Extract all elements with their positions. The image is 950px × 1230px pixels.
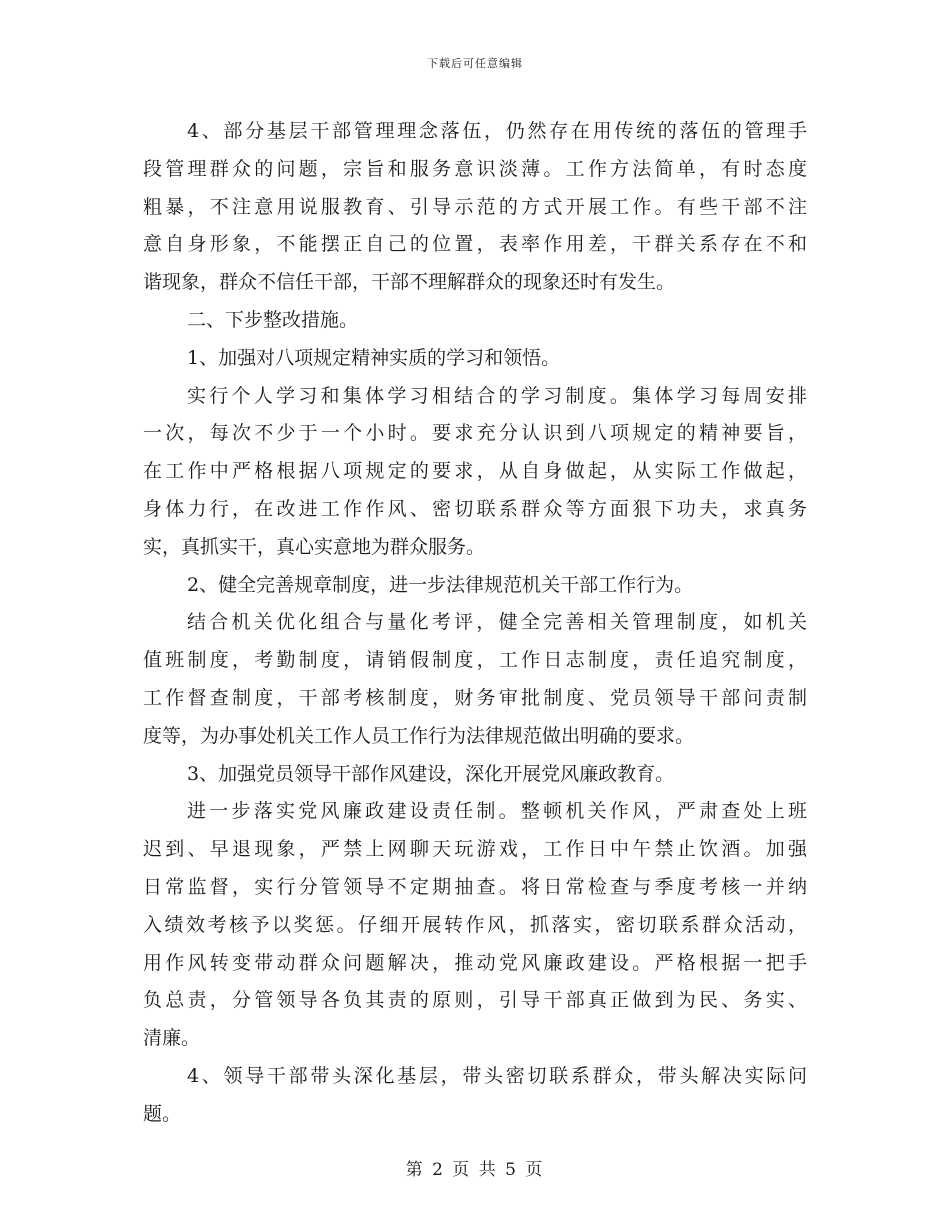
text-line: 谐现象，群众不信任干部，干部不理解群众的现象还时有发生。 bbox=[143, 271, 676, 294]
text-line: 4、部分基层干部管理理念落伍，仍然存在用传统的落伍的管理手 bbox=[187, 120, 807, 142]
page-footer: 第 2 页 共 5 页 bbox=[405, 1160, 545, 1180]
text-line: 3、加强党员领导干部作风建设，深化开展党风廉政教育。 bbox=[187, 762, 675, 785]
text-line: 负总责，分管领导各负其责的原则，引导干部真正做到为民、务实、 bbox=[143, 989, 807, 1012]
text-line: 2、健全完善规章制度，进一步法律规范机关干部工作行为。 bbox=[187, 573, 694, 596]
text-line: 工作督查制度，干部考核制度，财务审批制度、党员领导干部问责制 bbox=[143, 686, 807, 709]
text-line: 日常监督，实行分管领导不定期抽查。将日常检查与季度考核一并纳 bbox=[143, 875, 807, 898]
text-line: 进一步落实党风廉政建设责任制。整顿机关作风，严肃查处上班 bbox=[187, 800, 807, 823]
text-line: 粗暴，不注意用说服教育、引导示范的方式开展工作。有些干部不注 bbox=[143, 195, 807, 218]
text-line: 清廉。 bbox=[143, 1027, 201, 1050]
text-line: 1、加强对八项规定精神实质的学习和领悟。 bbox=[187, 346, 561, 369]
text-line: 实，真抓实干，真心实意地为群众服务。 bbox=[143, 535, 486, 558]
text-line: 入绩效考核予以奖惩。仔细开展转作风，抓落实，密切联系群众活动， bbox=[143, 913, 807, 936]
text-line: 实行个人学习和集体学习相结合的学习制度。集体学习每周安排 bbox=[187, 384, 807, 407]
text-line: 度等，为办事处机关工作人员工作行为法律规范做出明确的要求。 bbox=[143, 724, 695, 747]
text-line: 用作风转变带动群众问题解决，推动党风廉政建设。严格根据一把手 bbox=[143, 951, 807, 974]
page-header: 下载后可任意编辑 bbox=[427, 57, 523, 70]
text-line: 段管理群众的问题，宗旨和服务意识淡薄。工作方法简单，有时态度 bbox=[143, 157, 807, 180]
text-line: 值班制度，考勤制度，请销假制度，工作日志制度，责任追究制度， bbox=[143, 649, 807, 672]
text-line: 一次，每次不少于一个小时。要求充分认识到八项规定的精神要旨， bbox=[143, 422, 807, 445]
text-line: 题。 bbox=[143, 1102, 182, 1125]
text-line: 4、领导干部带头深化基层，带头密切联系群众，带头解决实际问 bbox=[187, 1064, 807, 1087]
text-line: 在工作中严格根据八项规定的要求，从自身做起，从实际工作做起， bbox=[143, 460, 807, 483]
text-line: 迟到、早退现象，严禁上网聊天玩游戏，工作日中午禁止饮酒。加强 bbox=[143, 838, 807, 861]
document-body bbox=[143, 113, 807, 1134]
text-line: 二、下步整改措施。 bbox=[187, 308, 359, 331]
text-line: 结合机关优化组合与量化考评，健全完善相关管理制度，如机关 bbox=[187, 611, 807, 634]
text-line: 身体力行，在改进工作作风、密切联系群众等方面狠下功夫，求真务 bbox=[143, 497, 807, 520]
text-line: 意自身形象，不能摆正自己的位置，表率作用差，干群关系存在不和 bbox=[143, 233, 807, 256]
